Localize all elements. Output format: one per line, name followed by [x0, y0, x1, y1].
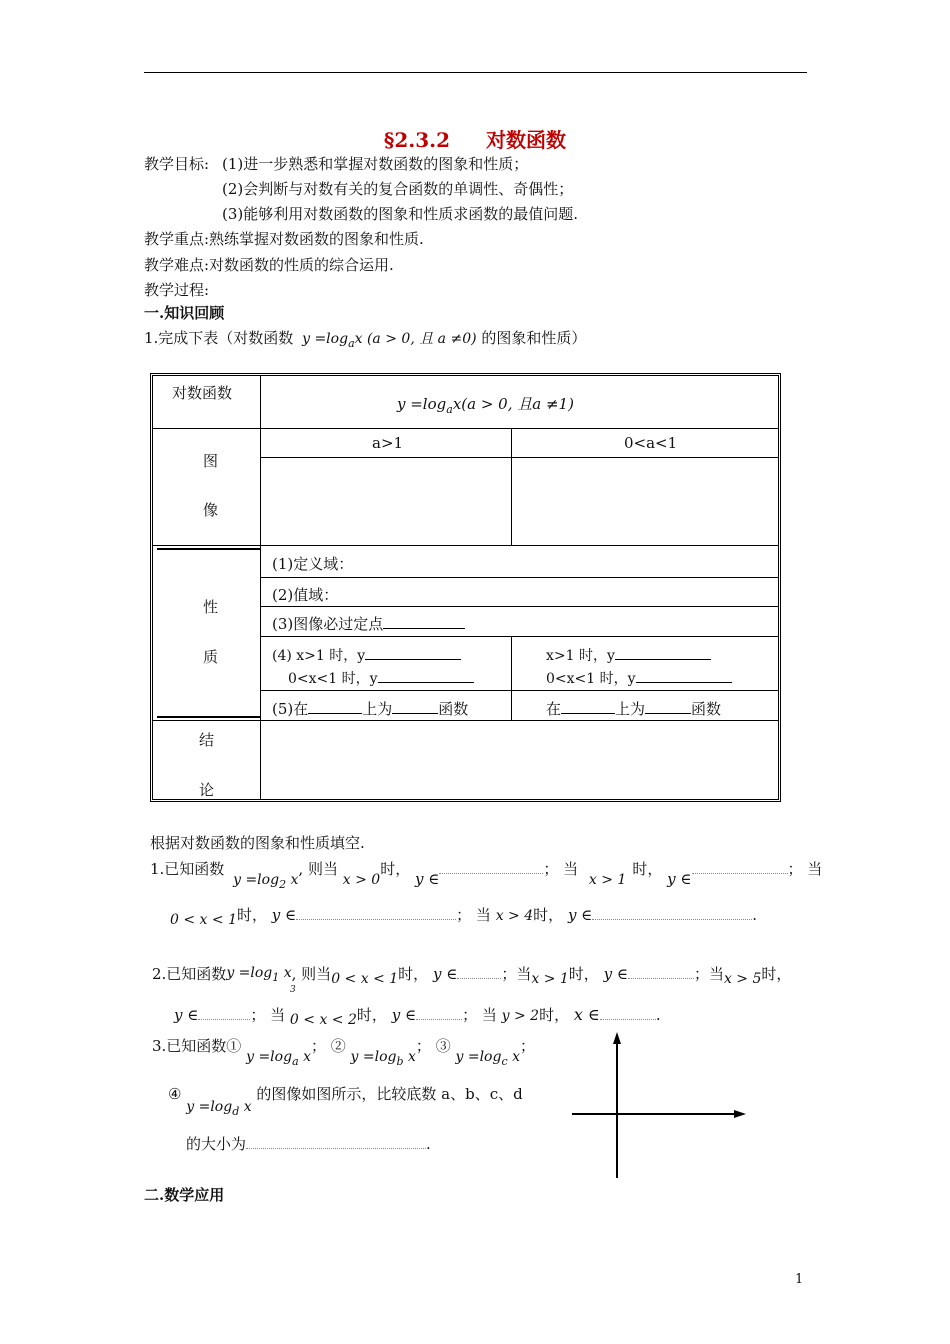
property-label-top: 性: [203, 598, 219, 616]
section-number: §2.3.2: [383, 128, 451, 152]
q1-line1: 1.已知函数 $y =\log_2$ x, 则当 x > 0时， y ∈； 当 x > 1时， y ∈； 当: [150, 860, 823, 891]
q2-line2: y ∈ ； 当 0 < x < 2时， y ∈ ； 当 y > 2时， x ∈ .: [174, 1005, 661, 1028]
prop4-left-line1: (4) x>1 时，y: [272, 645, 461, 665]
coordinate-axes-figure: [560, 1028, 760, 1183]
task1-suffix: 的图象和性质）: [481, 329, 587, 347]
task1-prefix: 1.完成下表（对数函数: [144, 329, 294, 347]
prop-fixed-point: (3)图像必过定点: [272, 613, 465, 634]
prop4-left-line2: 0<x<1 时，y: [288, 668, 474, 688]
prop-range: (2)值域：: [272, 586, 339, 604]
q3-function-a: $y =\log_a$ x: [246, 1049, 311, 1068]
task1-line: [144, 327, 586, 350]
section-application: 二.数学应用: [144, 1186, 225, 1204]
q3-function-c: $y =\log_c$ x: [455, 1049, 520, 1068]
property-label-bottom: 质: [203, 648, 219, 666]
objectives-label: 教学目标:: [144, 155, 210, 173]
difficulty: 教学难点:对数函数的性质的综合运用.: [144, 256, 394, 274]
prop-domain: (1)定义域：: [272, 555, 354, 573]
objective-2: (2)会判断与对数有关的复合函数的单调性、奇偶性；: [222, 180, 574, 198]
header-rule: [144, 72, 807, 73]
q1-line2: 0 < x < 1时， y ∈ ； 当 x > 4时， y ∈ .: [170, 906, 758, 928]
col-a-lt1: 0<a<1: [624, 434, 678, 452]
conclusion-label-bottom: 论: [199, 781, 215, 799]
objective-3: (3)能够利用对数函数的图象和性质求函数的最值问题.: [222, 205, 579, 223]
image-label-top: 图: [203, 452, 219, 470]
properties-table: [150, 373, 781, 802]
q1-function: $y =\log_2$ x: [233, 872, 299, 891]
q3-function-d: $y =\log_d$ x: [186, 1099, 252, 1118]
table-header-formula: $y =\log_ax(a > 0$, 且a ≠1): [397, 395, 574, 416]
title-text: 对数函数: [486, 128, 567, 152]
col-a-gt1: a>1: [372, 434, 404, 452]
prop4-right-line1: x>1 时，y: [546, 645, 711, 665]
key-point: 教学重点:熟练掌握对数函数的图象和性质.: [144, 230, 424, 248]
image-label-bottom: 像: [203, 501, 219, 519]
page-number: 1: [795, 1272, 804, 1287]
q3-line3: 的大小为 .: [186, 1135, 431, 1153]
table-header-label: 对数函数: [172, 384, 233, 402]
prop4-right-line2: 0<x<1 时，y: [546, 668, 732, 688]
conclusion-label-top: 结: [199, 731, 215, 749]
q3-line1: 3.已知函数① $y =\log_a$ x； ② $y =\log_b$ x； ③ $y =\log_c$ x；: [152, 1037, 535, 1068]
objective-1: (1)进一步熟悉和掌握对数函数的图象和性质；: [222, 155, 529, 173]
q2-function: $y =\log_1$ x: [226, 965, 292, 984]
page-title: [0, 124, 950, 153]
q3-line2: ④ $y =\log_d$ x 的图像如图所示，比较底数 a、b、c、d: [168, 1085, 523, 1118]
q2-line1: 2.已知函数$y =\log_1$ x, 则当0 < x < 1时， y ∈ ；当x > 1时， y ∈ ；当x > 5时，: [152, 965, 792, 987]
fill-intro: 根据对数函数的图象和性质填空.: [150, 834, 365, 852]
prop5-left: (5)在 上为 函数: [272, 700, 469, 718]
q2-sub-denominator: 3: [290, 985, 296, 995]
task1-formula: $y =\log_ax$ (a > 0, 且 a ≠0): [302, 331, 477, 350]
q3-function-b: $y =\log_b$ x: [350, 1049, 416, 1068]
process-label: 教学过程:: [144, 281, 210, 299]
prop5-right: 在 上为 函数: [546, 700, 722, 718]
section-review: 一.知识回顾: [144, 304, 225, 322]
